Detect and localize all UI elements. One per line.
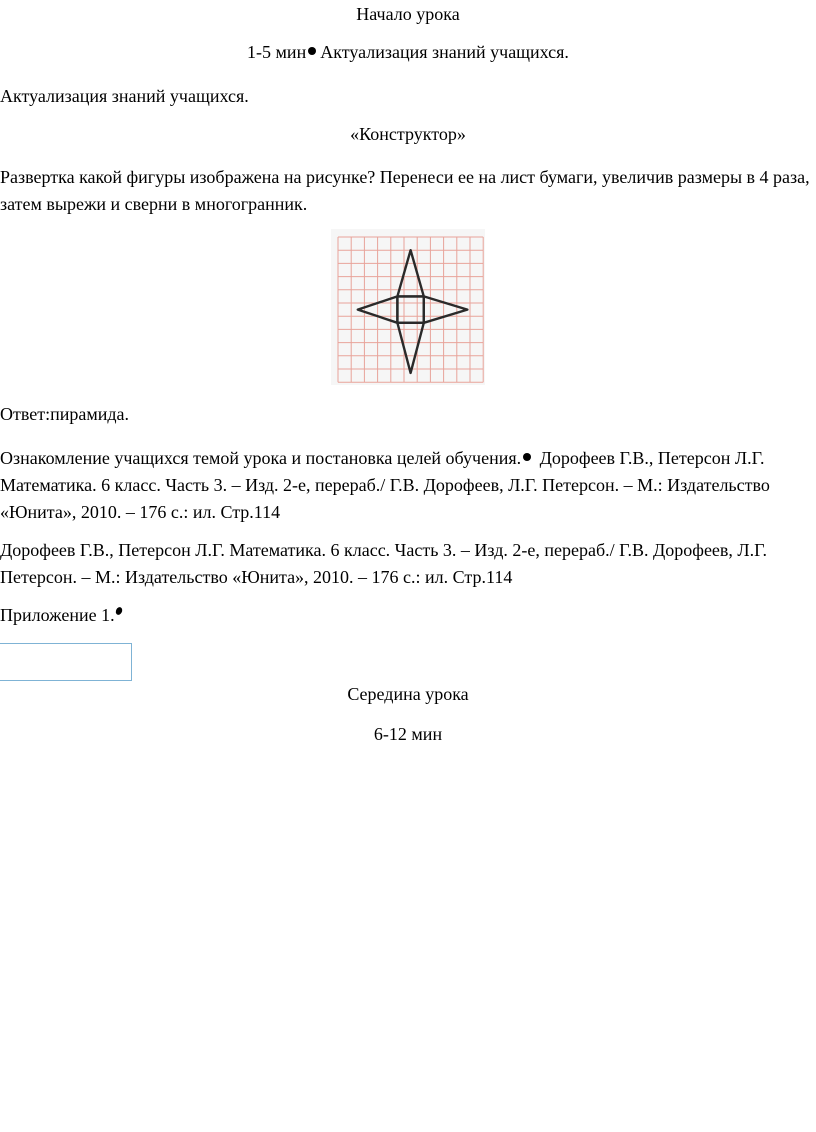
appendix-label-row bbox=[0, 603, 816, 627]
reference-paragraph: Дорофеев Г.В., Петерсон Л.Г. Математика. 6 класс. Часть 3. – Изд. 2-е, перераб./ Г.В. Дорофеев, Л.Г. Петерсон. – М.: Издательство «Юнита», 2010. – 176 с.: ил. Стр.114 bbox=[0, 540, 768, 587]
intro-paragraph bbox=[0, 445, 812, 526]
net-face-bottom bbox=[397, 323, 423, 373]
appendix-placeholder-box bbox=[0, 643, 132, 681]
task-name: «Конструктор» bbox=[350, 124, 466, 144]
bullet-icon bbox=[308, 47, 316, 55]
net-figure bbox=[331, 229, 485, 385]
task-text: Развертка какой фигуры изображена на рисунке? Перенеси ее на лист бумаги, увеличив размеры в 4 раза, затем вырежи и сверни в многогранник. bbox=[0, 167, 810, 214]
bullet-icon bbox=[523, 453, 531, 461]
net-base-square bbox=[397, 296, 423, 322]
page-title: Начало урока bbox=[356, 4, 460, 24]
intro-reference: Дорофеев Г.В., Петерсон Л.Г. Математика. 6 класс. Часть 3. – Изд. 2-е, перераб./ Г.В. Дорофеев, Л.Г. Петерсон. – М.: Издательство «Юнита», 2010. – 176 с.: ил. Стр.114 bbox=[0, 448, 770, 522]
bullet-icon bbox=[114, 606, 123, 616]
intro-text: Ознакомление учащихся темой урока и постановка целей обучения. bbox=[0, 448, 522, 468]
middle-title: Середина урока bbox=[347, 684, 469, 704]
section-heading: Актуализация знаний учащихся. bbox=[0, 86, 249, 106]
stage-description: Актуализация знаний учащихся. bbox=[320, 42, 569, 62]
answer-text: Ответ:пирамида. bbox=[0, 404, 130, 424]
stage-subtitle bbox=[0, 40, 816, 64]
middle-time: 6-12 мин bbox=[373, 724, 443, 744]
appendix-label: Приложение 1. bbox=[0, 605, 115, 625]
stage-time: 1-5 мин bbox=[247, 42, 307, 62]
pyramid-net-diagram bbox=[331, 229, 485, 385]
